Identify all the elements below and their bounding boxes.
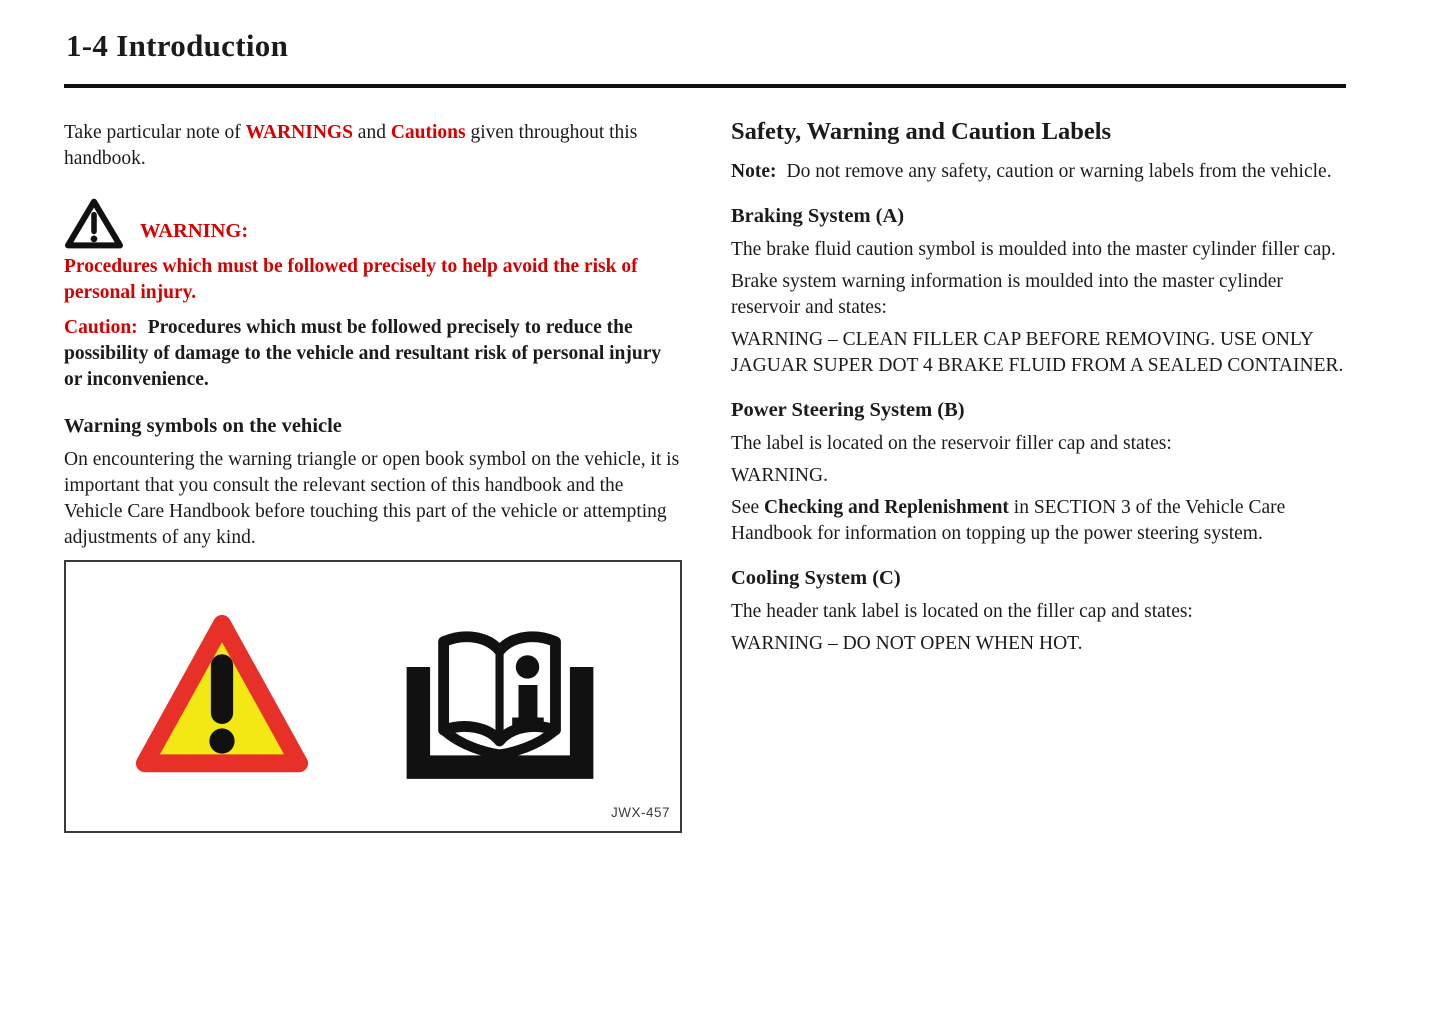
- checking-replenishment-reference: Checking and Replenishment: [764, 497, 1009, 518]
- power-steering-see-paragraph: [731, 495, 1351, 547]
- power-steering-heading: Power Steering System (B): [731, 399, 965, 421]
- warning-symbols-paragraph: On encountering the warning triangle or open book symbol on the vehicle, it is important that you consult the relevant section of this handbook and the Vehicle Care Handbook before touching this part of the vehicle or attempting adjustments of any kind.: [64, 449, 680, 548]
- intro-mid: and: [352, 122, 391, 143]
- open-book-information-symbol: [394, 620, 606, 796]
- left-column: [64, 120, 682, 833]
- note-label: Note:: [731, 161, 777, 182]
- braking-warning-text: WARNING – CLEAN FILLER CAP BEFORE REMOVING. USE ONLY JAGUAR SUPER DOT 4 BRAKE FLUID FROM A SEALED CONTAINER.: [731, 329, 1344, 376]
- right-column: [731, 116, 1351, 657]
- warnings-emphasis: WARNINGS: [245, 122, 353, 143]
- braking-paragraph-1: The brake fluid caution symbol is moulded into the master cylinder filler cap.: [731, 239, 1336, 260]
- caution-label: Caution:: [64, 317, 138, 338]
- power-steering-paragraph-1: The label is located on the reservoir filler cap and states:: [731, 433, 1172, 454]
- warning-header-row: [64, 198, 682, 250]
- warning-triangle-icon: [64, 198, 124, 250]
- cooling-warning-text: WARNING – DO NOT OPEN WHEN HOT.: [731, 633, 1083, 654]
- caution-paragraph: [64, 315, 682, 393]
- warning-symbols-heading: Warning symbols on the vehicle: [64, 415, 342, 437]
- page-title: 1-4 Introduction: [66, 28, 289, 63]
- intro-pre: Take particular note of: [64, 122, 246, 143]
- see-pre: See: [731, 497, 765, 518]
- braking-paragraph-2: Brake system warning information is moulded into the master cylinder reservoir and states:: [731, 271, 1283, 318]
- caution-text: Procedures which must be followed precisely to reduce the possibility of damage to the vehicle and resultant risk of personal injury or inconvenience.: [64, 317, 662, 390]
- warning-text: Procedures which must be followed precisely to help avoid the risk of personal injury.: [64, 256, 638, 303]
- braking-system-heading: Braking System (A): [731, 205, 905, 227]
- note-paragraph: [731, 159, 1351, 185]
- cautions-emphasis: Cautions: [390, 122, 466, 143]
- title-rule: [64, 84, 1346, 88]
- warning-triangle-symbol: [130, 608, 314, 788]
- safety-labels-heading: Safety, Warning and Caution Labels: [731, 118, 1112, 145]
- figure-warning-symbols: [64, 560, 682, 833]
- intro-post: given throughout this handbook.: [64, 122, 638, 169]
- cooling-system-heading: Cooling System (C): [731, 567, 901, 589]
- intro-paragraph: [64, 120, 682, 172]
- cooling-paragraph-1: The header tank label is located on the filler cap and states:: [731, 601, 1193, 622]
- power-steering-warning-text: WARNING.: [731, 465, 828, 486]
- warning-label: WARNING:: [140, 220, 249, 242]
- figure-caption: JWX-457: [610, 805, 670, 820]
- see-post: in SECTION 3 of the Vehicle Care Handbook for information on topping up the power steering system.: [731, 497, 1286, 544]
- note-text: Do not remove any safety, caution or warning labels from the vehicle.: [786, 161, 1332, 182]
